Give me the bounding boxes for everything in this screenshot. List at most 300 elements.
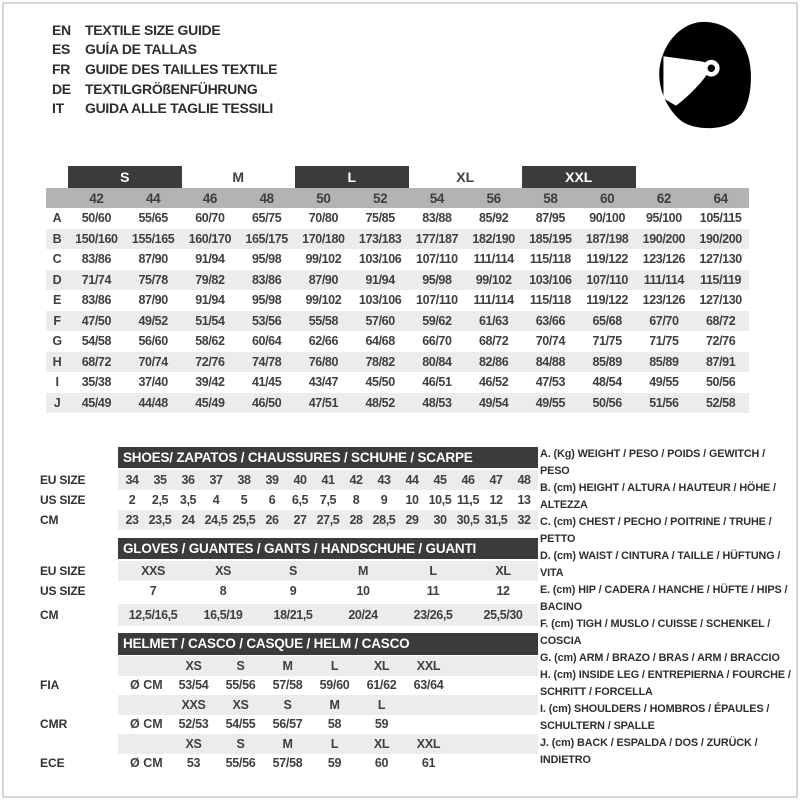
measurement-cell: 49/54 <box>465 393 522 414</box>
size-group-xl: XL <box>456 169 475 185</box>
size-cell: 48 <box>517 473 531 487</box>
row-label: US SIZE <box>40 584 86 598</box>
measurement-cell: 190/200 <box>636 229 693 250</box>
language-row <box>52 20 277 40</box>
size-label-cell: S <box>283 697 292 712</box>
measurement-cell: 87/90 <box>295 270 352 291</box>
measurement-cell: 95/98 <box>251 252 282 267</box>
measurement-cell: 190/200 <box>692 229 749 250</box>
size-cell: 63/64 <box>413 678 444 693</box>
measurement-cell: 107/110 <box>579 270 636 291</box>
size-cell: 45 <box>433 473 447 487</box>
measurement-cell: 47/53 <box>535 375 566 390</box>
measurement-cell: 50/56 <box>579 393 636 414</box>
size-label-cell: XXL <box>416 736 441 751</box>
size-row <box>40 581 540 601</box>
measurement-cell: 83/86 <box>81 252 112 267</box>
size-cell: 57/58 <box>272 678 303 693</box>
size-number-cell: 52 <box>352 188 409 208</box>
gloves-table-title: GLOVES / GUANTES / GANTS / HANDSCHUHE / GUANTI <box>118 538 538 559</box>
legend-key: E. <box>540 584 553 596</box>
measurement-cell: 182/190 <box>465 229 522 250</box>
measurement-cell: 85/89 <box>579 352 636 373</box>
size-cell: 30 <box>433 513 447 527</box>
size-cell: 61 <box>421 756 436 771</box>
measurement-cell: 84/88 <box>522 352 579 373</box>
measurement-row <box>46 331 749 352</box>
size-cell: 43 <box>377 473 391 487</box>
size-cell: 7 <box>149 584 157 598</box>
legend-unit: (cm) <box>552 584 579 596</box>
helmet-icon <box>652 16 756 134</box>
size-cell: 3,5 <box>179 493 197 507</box>
row-values <box>118 734 538 754</box>
size-cell: 25,5/30 <box>483 608 523 622</box>
measurement-cell: 173/183 <box>352 229 409 250</box>
measurement-cell: 70/80 <box>308 211 339 226</box>
measurement-row <box>46 208 749 229</box>
measurement-cell: 74/78 <box>238 352 295 373</box>
size-label-cell: XS <box>232 697 249 712</box>
measurement-cell: 82/86 <box>465 352 522 373</box>
size-cell: 55/56 <box>225 756 256 771</box>
legend-text: TIGH / MUSLO / CUISSE / SCHENKEL / COSCIA <box>540 618 771 647</box>
size-number-cell: 42 <box>68 188 125 208</box>
size-cell: 10,5 <box>428 493 452 507</box>
measurement-cell: 103/106 <box>358 293 402 308</box>
measurement-cell: 45/49 <box>68 393 125 414</box>
legend-key: C. <box>540 516 554 528</box>
size-group-spacer <box>636 166 693 188</box>
row-label-cell: B <box>46 229 68 250</box>
legend-key: J. <box>540 737 552 749</box>
measurement-cell: 61/63 <box>465 311 522 332</box>
row-label: CM <box>40 513 59 527</box>
row-values <box>118 676 538 696</box>
size-cell: 27,5 <box>316 513 340 527</box>
row-label-cell: D <box>46 270 68 291</box>
size-cell: 57/58 <box>272 756 303 771</box>
language-title: TEXTILGRÖßENFÜHRUNG <box>85 80 258 97</box>
row-values <box>118 656 538 676</box>
measurement-cell: 60/70 <box>195 211 225 226</box>
measurement-cell: 70/74 <box>125 352 182 373</box>
legend-unit: (cm) <box>553 669 579 681</box>
size-label-cell: S <box>236 658 245 673</box>
row-label-spacer <box>40 656 118 676</box>
row-label-cell: E <box>53 293 61 308</box>
legend-key: F. <box>540 618 552 630</box>
legend-unit: (cm) <box>553 482 579 494</box>
measurement-cell: 58/62 <box>195 334 225 349</box>
row-values <box>118 715 538 735</box>
measurement-cell: 85/89 <box>636 352 693 373</box>
gloves-table <box>40 538 540 626</box>
legend-text: HEIGHT / ALTURA / HAUTEUR / HÖHE / ALTEZZA <box>540 482 776 511</box>
size-cell: 56/57 <box>272 717 303 732</box>
size-cell: XL <box>495 564 511 578</box>
measurement-cell: 45/50 <box>365 375 395 390</box>
language-row <box>52 79 277 99</box>
legend-text: BACK / ESPALDA / DOS / ZURÜCK / INDIETRO <box>540 737 758 766</box>
size-number-cell: 48 <box>238 188 295 208</box>
size-group-l: L <box>295 166 409 188</box>
size-number-cell: 56 <box>465 188 522 208</box>
measurement-cell: 185/195 <box>522 229 579 250</box>
size-cell: 40 <box>293 473 307 487</box>
measurement-cell: 68/72 <box>692 311 749 332</box>
legend-unit: (cm) <box>553 550 579 562</box>
size-cell: 26 <box>265 513 279 527</box>
size-row <box>40 561 540 581</box>
legend-unit: (cm) <box>554 652 580 664</box>
size-number-row <box>46 188 749 208</box>
legend-key: A. <box>540 448 554 460</box>
size-number-cell: 62 <box>636 188 693 208</box>
legend-unit: (cm) <box>548 703 574 715</box>
size-number-cell: 54 <box>409 188 466 208</box>
measurement-cell: 91/94 <box>352 270 409 291</box>
measurement-row <box>46 311 749 332</box>
size-number-cell: 58 <box>522 188 579 208</box>
language-row <box>52 98 277 118</box>
size-label-cell: XXL <box>416 658 441 673</box>
measurement-cell: 51/54 <box>182 311 239 332</box>
measurement-cell: 99/102 <box>305 252 342 267</box>
legend-text: CHEST / PECHO / POITRINE / TRUHE / PETTO <box>540 516 772 545</box>
legend-item <box>540 701 792 735</box>
measurement-cell: 65/68 <box>579 311 636 332</box>
measurement-cell: 60/64 <box>251 334 282 349</box>
legend-unit: (cm) <box>553 516 579 528</box>
measurement-cell: 103/106 <box>522 270 579 291</box>
size-number-cell: 44 <box>125 188 182 208</box>
measurement-cell: 78/82 <box>352 352 409 373</box>
size-cell: 23/26,5 <box>413 608 453 622</box>
measurement-cell: 39/42 <box>195 375 225 390</box>
measurement-cell: 105/115 <box>699 211 742 226</box>
row-values <box>118 581 538 601</box>
size-cell: 11 <box>426 584 440 598</box>
measurement-cell: 53/56 <box>238 311 295 332</box>
size-cell: 2,5 <box>151 493 169 507</box>
size-label-cell: L <box>330 658 339 673</box>
helmet-icon-graphic <box>652 16 756 134</box>
measurement-cell: 123/126 <box>642 293 686 308</box>
measurement-cell: 87/90 <box>138 252 168 267</box>
measurement-cell: 37/40 <box>138 375 168 390</box>
language-code: ES <box>52 41 71 58</box>
language-code: DE <box>52 80 71 97</box>
size-row <box>40 470 540 490</box>
language-row <box>52 40 277 60</box>
size-cell: 53/54 <box>178 678 209 693</box>
measurement-cell: 71/75 <box>649 334 679 349</box>
size-cell: 20/24 <box>348 608 378 622</box>
row-label-cell: A <box>52 211 62 226</box>
measurement-cell: 46/50 <box>238 393 295 414</box>
measurement-row <box>46 290 749 311</box>
measurement-cell: 51/56 <box>636 393 693 414</box>
size-cell: 11,5 <box>456 493 480 507</box>
measurement-cell: 47/51 <box>295 393 352 414</box>
measurement-cell: 80/84 <box>409 352 466 373</box>
size-number-spacer <box>46 188 68 208</box>
size-row <box>40 490 540 510</box>
measurement-cell: 55/65 <box>138 211 168 226</box>
size-label-cell: XL <box>373 658 390 673</box>
size-cell: 10 <box>356 584 370 598</box>
measurement-legend <box>540 446 792 769</box>
measurement-cell: 150/160 <box>68 229 125 250</box>
size-cell: 42 <box>349 473 363 487</box>
row-label: CM <box>40 608 59 622</box>
row-values <box>118 510 538 530</box>
measurement-cell: 48/52 <box>352 393 409 414</box>
measurement-cell: 115/118 <box>529 252 571 267</box>
legend-item <box>540 650 792 667</box>
helmet-sizes-row <box>40 656 540 676</box>
measurement-row <box>46 229 749 250</box>
textile-size-table <box>46 166 749 413</box>
size-cell: 24 <box>181 513 195 527</box>
size-row <box>40 510 540 530</box>
size-label-cell: XS <box>185 736 202 751</box>
size-cell: 54/55 <box>225 717 256 732</box>
measurement-cell: 160/170 <box>182 229 239 250</box>
measurement-cell: 103/106 <box>358 252 402 267</box>
measurement-row <box>46 270 749 291</box>
size-label-cell: L <box>330 736 339 751</box>
size-cell: 25,5 <box>232 513 256 527</box>
size-number-cell: 60 <box>579 188 636 208</box>
size-group-xxl: XXL <box>522 166 636 188</box>
measurement-cell: 63/66 <box>522 311 579 332</box>
measurement-cell: 49/52 <box>125 311 182 332</box>
size-label-cell: M <box>282 658 293 673</box>
legend-item <box>540 667 792 701</box>
measurement-cell: 123/126 <box>642 252 686 267</box>
size-cell: 47 <box>489 473 503 487</box>
legend-unit: (Kg) <box>553 448 578 460</box>
size-cell: 30,5 <box>456 513 480 527</box>
measurement-cell: 85/92 <box>478 211 509 226</box>
measurement-cell: 95/100 <box>645 211 682 226</box>
language-title: TEXTILE SIZE GUIDE <box>85 21 221 38</box>
size-cell: 44 <box>405 473 419 487</box>
legend-unit: (cm) <box>551 737 578 749</box>
language-list <box>52 20 277 118</box>
size-group-m: M <box>232 169 245 185</box>
language-title: GUIDE DES TAILLES TEXTILE <box>85 60 278 77</box>
measurement-cell: 68/72 <box>478 334 509 349</box>
legend-item <box>540 446 792 480</box>
size-cell: 58 <box>327 717 342 732</box>
legend-text: WAIST / CINTURA / TAILLE / HÜFTUNG / VITA <box>540 550 781 579</box>
size-cell: 32 <box>517 513 531 527</box>
diameter-unit: Ø CM <box>130 717 163 732</box>
legend-text: INSIDE LEG / ENTREPIERNA / FOURCHE / SCHRITT / FORCELLA <box>540 669 791 698</box>
measurement-cell: 127/130 <box>699 293 742 308</box>
size-cell: XXS <box>141 564 165 578</box>
row-values <box>118 754 538 774</box>
size-cell: 7,5 <box>319 493 337 507</box>
legend-text: HIP / CADERA / HANCHE / HÜFTE / HIPS / BACINO <box>540 584 788 613</box>
measurement-cell: 49/55 <box>522 393 579 414</box>
measurement-cell: 99/102 <box>305 293 342 308</box>
diameter-unit: Ø CM <box>130 678 163 693</box>
size-cell: 52/53 <box>178 717 209 732</box>
measurement-cell: 99/102 <box>465 270 522 291</box>
size-label-cell: XS <box>185 658 202 673</box>
size-cell: 28 <box>349 513 363 527</box>
size-cell: 24,5 <box>204 513 228 527</box>
size-cell: 59/60 <box>319 678 350 693</box>
row-values <box>118 695 538 715</box>
fia-standard-label: FIA <box>40 678 60 693</box>
measurement-cell: 83/86 <box>81 293 112 308</box>
row-label-cell: F <box>46 311 68 332</box>
row-values <box>118 490 538 510</box>
measurement-cell: 170/180 <box>295 229 352 250</box>
size-cell: 8 <box>352 493 360 507</box>
size-cell: 36 <box>181 473 195 487</box>
legend-item <box>540 616 792 650</box>
language-row <box>52 59 277 79</box>
size-cell: 9 <box>380 493 388 507</box>
measurement-cell: 41/45 <box>251 375 282 390</box>
measurement-cell: 91/94 <box>195 252 225 267</box>
legend-item <box>540 480 792 514</box>
measurement-cell: 87/95 <box>535 211 566 226</box>
measurement-cell: 155/165 <box>125 229 182 250</box>
shoes-table-title: SHOES/ ZAPATOS / CHAUSSURES / SCHUHE / SCARPE <box>118 447 538 468</box>
legend-key: D. <box>540 550 554 562</box>
measurement-cell: 83/86 <box>238 270 295 291</box>
size-cell: 55/56 <box>225 678 256 693</box>
size-cell: 27 <box>293 513 307 527</box>
cmr-standard-label: CMR <box>40 717 68 732</box>
measurement-row <box>46 372 749 393</box>
legend-item <box>540 548 792 582</box>
language-code: FR <box>52 60 71 77</box>
size-cell: 59 <box>327 756 342 771</box>
size-label-cell: L <box>377 697 386 712</box>
row-label-cell: G <box>52 334 62 349</box>
size-cell: 18/21,5 <box>273 608 313 622</box>
shoes-table <box>40 447 540 530</box>
language-title: GUIDA ALLE TAGLIE TESSILI <box>85 100 273 117</box>
row-label-spacer <box>40 695 118 715</box>
measurement-cell: 46/52 <box>478 375 509 390</box>
measurement-cell: 50/60 <box>81 211 112 226</box>
measurement-cell: 71/74 <box>68 270 125 291</box>
measurement-cell: 91/94 <box>195 293 225 308</box>
size-cell: M <box>357 564 368 578</box>
size-cell: 61/62 <box>366 678 397 693</box>
measurement-cell: 72/76 <box>182 352 239 373</box>
measurement-cell: 127/130 <box>699 252 742 267</box>
legend-text: WEIGHT / PESO / POIDS / GEWITCH / PESO <box>540 448 766 477</box>
helmet-values-row <box>40 754 540 774</box>
helmet-size-table <box>40 633 540 773</box>
legend-item <box>540 514 792 548</box>
helmet-sizes-row <box>40 734 540 754</box>
measurement-cell: 95/98 <box>409 270 466 291</box>
size-label-cell: M <box>329 697 340 712</box>
measurement-cell: 45/49 <box>182 393 239 414</box>
size-number-cell: 64 <box>692 188 749 208</box>
language-title: GUÍA DE TALLAS <box>85 41 197 58</box>
measurement-cell: 57/60 <box>352 311 409 332</box>
measurement-cell: 87/91 <box>692 352 749 373</box>
row-values <box>118 604 538 626</box>
size-cell: 60 <box>374 756 389 771</box>
size-cell: 12 <box>489 493 503 507</box>
measurement-cell: 95/98 <box>251 293 282 308</box>
measurement-cell: 90/100 <box>589 211 626 226</box>
measurement-cell: 165/175 <box>238 229 295 250</box>
measurement-cell: 115/119 <box>692 270 749 291</box>
legend-item <box>540 582 792 616</box>
helmet-sizes-row <box>40 695 540 715</box>
legend-item <box>540 735 792 769</box>
size-cell: 39 <box>265 473 279 487</box>
size-cell: 46 <box>461 473 475 487</box>
measurement-cell: 65/75 <box>251 211 282 226</box>
size-cell: 34 <box>125 473 139 487</box>
measurement-cell: 119/122 <box>586 252 628 267</box>
diameter-unit: Ø CM <box>130 756 163 771</box>
row-label-spacer <box>40 734 118 754</box>
measurement-cell: 111/114 <box>473 252 514 267</box>
size-label-cell: XL <box>373 736 390 751</box>
helmet-values-row <box>40 715 540 735</box>
size-number-cell: 46 <box>182 188 239 208</box>
size-cell: 41 <box>321 473 335 487</box>
legend-key: H. <box>540 669 554 681</box>
size-group-spacer <box>46 166 68 188</box>
size-cell: 5 <box>240 493 248 507</box>
helmet-values-row <box>40 676 540 696</box>
size-cell: 28,5 <box>372 513 396 527</box>
measurement-cell: 66/70 <box>422 334 452 349</box>
measurement-cell: 107/110 <box>416 252 458 267</box>
measurement-cell: 79/82 <box>182 270 239 291</box>
legend-key: B. <box>540 482 554 494</box>
size-cell: 53 <box>186 756 201 771</box>
measurement-cell: 44/48 <box>125 393 182 414</box>
size-cell: 12 <box>496 584 510 598</box>
size-cell: 23,5 <box>148 513 172 527</box>
measurement-cell: 107/110 <box>416 293 458 308</box>
size-cell: 6,5 <box>291 493 309 507</box>
size-cell: 37 <box>209 473 223 487</box>
legend-text: ARM / BRAZO / BRAS / ARM / BRACCIO <box>579 652 780 664</box>
row-label-cell: H <box>46 352 68 373</box>
row-label: EU SIZE <box>40 564 86 578</box>
measurement-cell: 115/118 <box>529 293 571 308</box>
size-label-cell: XXS <box>181 697 206 712</box>
measurement-cell: 49/55 <box>649 375 679 390</box>
measurement-cell: 68/72 <box>68 352 125 373</box>
ece-standard-label: ECE <box>40 756 65 771</box>
measurement-cell: 87/90 <box>138 293 168 308</box>
row-label: EU SIZE <box>40 473 86 487</box>
size-cell: 4 <box>212 493 220 507</box>
measurement-cell: 55/58 <box>295 311 352 332</box>
legend-unit: (cm) <box>551 618 577 630</box>
